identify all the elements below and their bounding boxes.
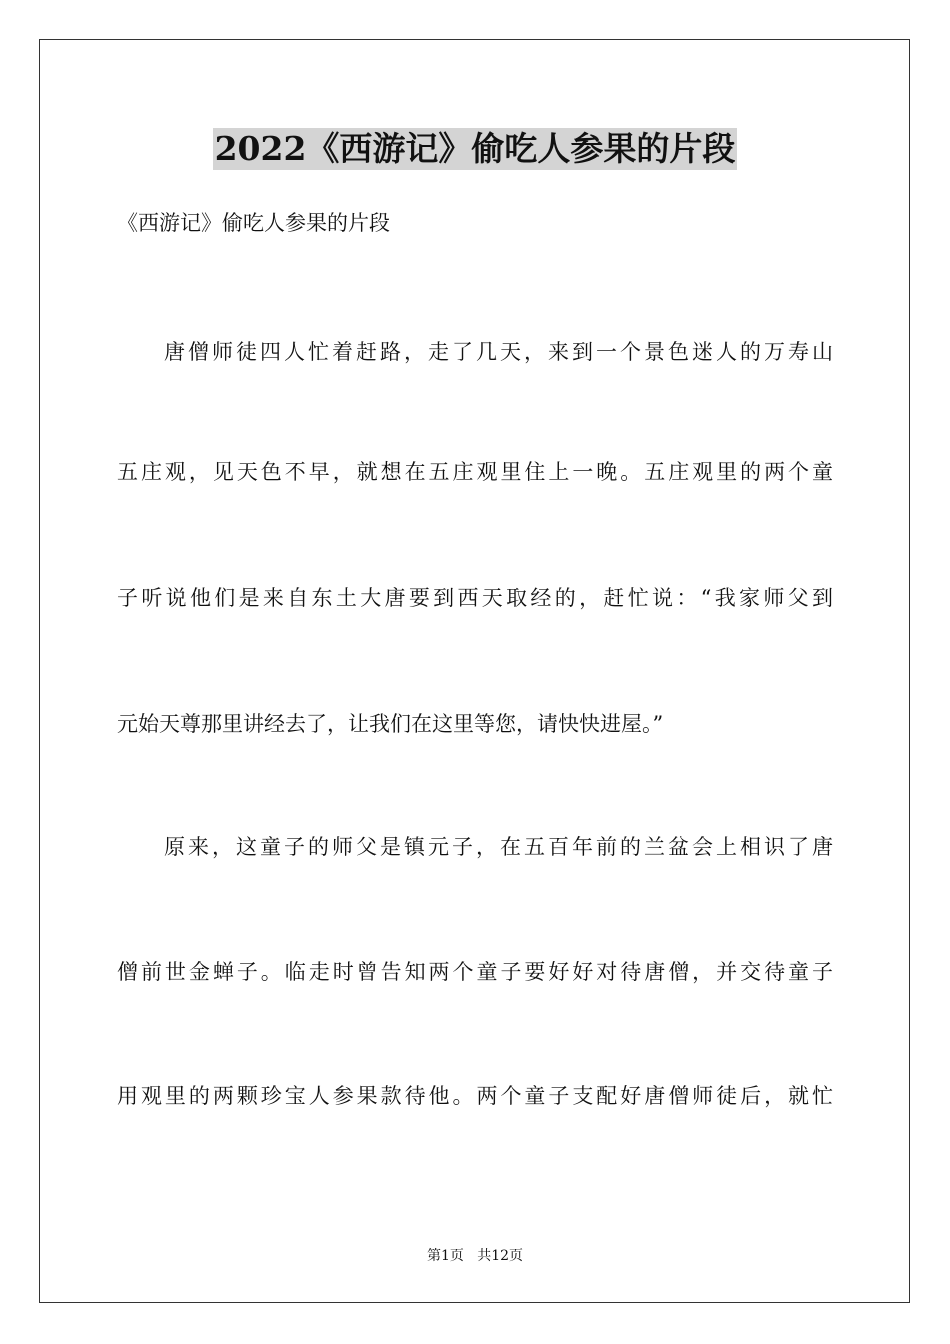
paragraph-line: 五庄观，见天色不早，就想在五庄观里住上一晚。五庄观里的两个童 [117,460,833,484]
document-subtitle: 《西游记》偷吃人参果的片段 [117,211,390,235]
paragraph-line: 子听说他们是来自东土大唐要到西天取经的，赶忙说：“我家师父到 [117,586,833,610]
paragraph-line: 用观里的两颗珍宝人参果款待他。两个童子支配好唐僧师徒后，就忙 [117,1084,833,1108]
paragraph-line: 唐僧师徒四人忙着赶路，走了几天，来到一个景色迷人的万寿山 [164,340,833,364]
paragraph-line: 原来，这童子的师父是镇元子，在五百年前的兰盆会上相识了唐 [164,835,833,859]
paragraph-line: 元始天尊那里讲经去了，让我们在这里等您，请快快进屋。” [117,712,664,736]
title-container [0,128,950,170]
page-title: 2022《西游记》偷吃人参果的片段 [214,129,736,168]
paragraph-line: 僧前世金蝉子。临走时曾告知两个童子要好好对待唐僧，并交待童子 [117,960,833,984]
page-footer: 第1页 共12页 [426,1248,524,1264]
